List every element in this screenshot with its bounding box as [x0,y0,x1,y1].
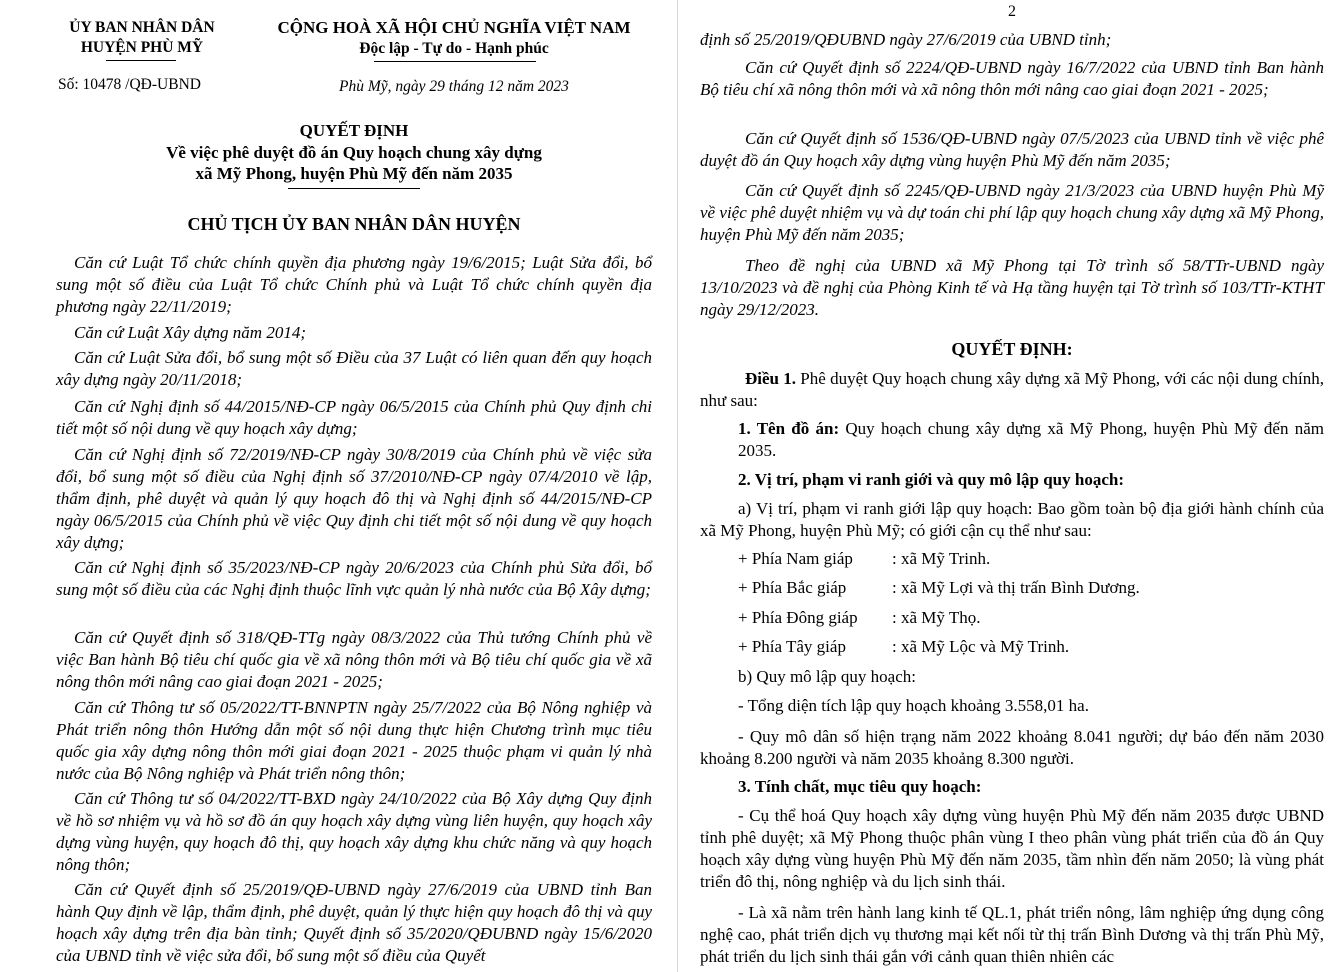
border-side: + Phía Đông giáp [738,608,858,627]
page-divider [677,0,678,972]
section-1-text: Quy hoạch chung xây dựng xã Mỹ Phong, huyện Phù Mỹ đến năm 2035. [738,419,1324,460]
section-1-label: 1. Tên đồ án: [738,419,840,438]
border-value: : xã Mỹ Thọ. [892,608,981,627]
basis-paragraph: Căn cứ Quyết định số 2245/QĐ-UBND ngày 21/3/2023 của UBND huyện Phù Mỹ về việc phê duyệt nhiệm vụ và dự toán chi phí lập quy hoạch chung xây dựng xã Mỹ Phong, huyện Phù Mỹ đến năm 2035; [700,181,1324,244]
border-side: + Phía Tây giáp [738,637,846,656]
basis-paragraph: Căn cứ Quyết định số 25/2019/QĐ-UBND ngày 27/6/2019 của UBND tỉnh Ban hành Quy định về lập, thẩm định, phê duyệt, quản lý thực hiện quy hoạch đô thị và quy hoạch xây dựng trên địa bàn tỉnh; Quyết định số 35/2020/QĐUBND ngày 15/6/2020 của UBND tỉnh về việc sửa đổi, bổ sung một số điều của Quyết [56,880,652,965]
decision-subtitle-1: Về việc phê duyệt đồ án Quy hoạch chung xây dựng [166,143,542,162]
org-name-line2: HUYỆN PHÙ MỸ [80,39,204,56]
basis-paragraph: Căn cứ Thông tư số 05/2022/TT-BNNPTN ngày 25/7/2022 của Bộ Nông nghiệp và Phát triển nông thôn Hướng dẫn một số nội dung thực hiện Chương trình mục tiêu quốc gia xây dựng nông thôn mới giai đoạn 2021 - 2025 thuộc phạm vi quản lý nhà nước của Bộ Nông nghiệp và Phát triển nông thôn; [56,698,652,783]
section-1 [700,418,1324,462]
population: - Quy mô dân số hiện trạng năm 2022 khoảng 8.041 người; dự báo đến năm 2030 khoảng 8.200 người và năm 2035 khoảng 8.300 người. [700,727,1324,768]
nation-name: CỘNG HOÀ XÃ HỘI CHỦ NGHĨA VIỆT NAM [277,18,631,37]
section-3-paragraph: - Cụ thể hoá Quy hoạch xây dựng vùng huyện Phù Mỹ đến năm 2035 được UBND tỉnh phê duyệt; xã Mỹ Phong thuộc phân vùng I theo phân vùng phát triển của đồ án Quy hoạch xây dựng vùng huyện Phù Mỹ đến năm 2035, tầm nhìn đến năm 2050; là vùng phát triển đô thị, nông nghiệp và du lịch sinh thái. [700,806,1324,891]
planning-area: - Tổng diện tích lập quy hoạch khoảng 3.558,01 ha. [738,696,1089,715]
basis-paragraph: Căn cứ Nghị định số 72/2019/NĐ-CP ngày 30/8/2019 của Chính phủ về việc sửa đổi, bổ sung một số điều của Nghị định số 37/2010/NĐ-CP ngày 07/4/2010 về lập, thẩm định, phê duyệt và quản lý quy hoạch đô thị và Nghị định số 44/2015/NĐ-CP ngày 06/5/2015 của Chính phủ về việc Quy định chi tiết một số nội dung về quy hoạch xây dựng; [56,445,652,552]
border-row [738,637,1069,657]
org-name-line1: ỦY BAN NHÂN DÂN [69,19,215,36]
org-underline [106,60,176,61]
decision-title: QUYẾT ĐỊNH [299,121,409,140]
motto: Độc lập - Tự do - Hạnh phúc [359,40,549,57]
border-row [738,549,990,569]
basis-paragraph: Căn cứ Nghị định số 35/2023/NĐ-CP ngày 20/6/2023 của Chính phủ Sửa đổi, bổ sung một số điều của các Nghị định thuộc lĩnh vực quản lý nhà nước của Bộ Xây dựng; [56,558,652,599]
basis-paragraph: Theo đề nghị của UBND xã Mỹ Phong tại Tờ trình số 58/TTr-UBND ngày 13/10/2023 và đề nghị của Phòng Kinh tế và Hạ tầng huyện tại Tờ trình số 103/TTr-KTHT ngày 29/12/2023. [700,256,1324,319]
basis-paragraph: Căn cứ Thông tư số 04/2022/TT-BXD ngày 24/10/2022 của Bộ Xây dựng Quy định về hồ sơ nhiệm vụ và hồ sơ đồ án quy hoạch xây dựng vùng liên huyện, quy hoạch xây dựng vùng huyện, quy hoạch đô thị, quy hoạch xây dựng khu chức năng và quy hoạch nông thôn; [56,789,652,874]
place-date: Phù Mỹ, ngày 29 tháng 12 năm 2023 [339,78,569,95]
article-1-label: Điều 1. [745,369,797,388]
decision-heading: QUYẾT ĐỊNH: [951,339,1073,359]
authority-heading: CHỦ TỊCH ỦY BAN NHÂN DÂN HUYỆN [187,214,521,234]
motto-underline [374,61,536,62]
continuation-paragraph: định số 25/2019/QĐUBND ngày 27/6/2019 của UBND tỉnh; [700,30,1112,49]
page-number: 2 [1008,3,1016,20]
basis-paragraph: Căn cứ Luật Sửa đổi, bổ sung một số Điều của 37 Luật có liên quan đến quy hoạch xây dựng ngày 20/11/2018; [56,348,652,389]
border-side: + Phía Nam giáp [738,549,853,568]
section-2a: a) Vị trí, phạm vi ranh giới lập quy hoạch: Bao gồm toàn bộ địa giới hành chính của xã Mỹ Phong, huyện Phù Mỹ; có giới cận cụ thể như sau: [700,499,1324,540]
document-number: Số: 10478 /QĐ-UBND [58,76,201,93]
border-value: : xã Mỹ Trinh. [892,549,991,568]
article-1-text: Phê duyệt Quy hoạch chung xây dựng xã Mỹ Phong, với các nội dung chính, như sau: [700,369,1325,410]
border-value: : xã Mỹ Lộc và Mỹ Trinh. [892,637,1070,656]
section-2b: b) Quy mô lập quy hoạch: [738,667,916,686]
decision-subtitle-2: xã Mỹ Phong, huyện Phù Mỹ đến năm 2035 [195,164,513,183]
basis-paragraph: Căn cứ Luật Tổ chức chính quyền địa phương ngày 19/6/2015; Luật Sửa đổi, bổ sung một số điều của Luật Tổ chức Chính phủ và Luật Tổ chức chính quyền địa phương ngày 22/11/2019; [56,253,652,316]
section-2-heading: 2. Vị trí, phạm vi ranh giới và quy mô lập quy hoạch: [738,470,1125,489]
basis-paragraph: Căn cứ Nghị định số 44/2015/NĐ-CP ngày 06/5/2015 của Chính phủ Quy định chi tiết một số nội dung về quy hoạch xây dựng; [56,397,652,438]
basis-paragraph: Căn cứ Luật Xây dựng năm 2014; [74,323,306,342]
border-value: : xã Mỹ Lợi và thị trấn Bình Dương. [892,578,1140,597]
basis-paragraph: Căn cứ Quyết định số 2224/QĐ-UBND ngày 16/7/2022 của UBND tỉnh Ban hành Bộ tiêu chí xã nông thôn mới và xã nông thôn mới nâng cao giai đoạn 2021 - 2025; [700,58,1324,99]
border-row [738,578,1140,598]
section-3-paragraph: - Là xã nằm trên hành lang kinh tế QL.1, phát triển nông, lâm nghiệp ứng dụng công nghệ cao, phát triển dịch vụ thương mại kết nối từ thị trấn Bình Dương và thị trấn Phù Mỹ, phát triển du lịch sinh thái gắn với cảnh quan thiên nhiên các [700,903,1324,966]
border-side: + Phía Bắc giáp [738,578,847,597]
basis-paragraph: Căn cứ Quyết định số 1536/QĐ-UBND ngày 07/5/2023 của UBND tỉnh về việc phê duyệt đồ án Quy hoạch xây dựng vùng huyện Phù Mỹ đến năm 2035; [700,129,1324,170]
article-1 [700,368,1324,412]
section-3-heading: 3. Tính chất, mục tiêu quy hoạch: [738,777,982,796]
title-underline [288,188,420,189]
basis-paragraph: Căn cứ Quyết định số 318/QĐ-TTg ngày 08/3/2022 của Thủ tướng Chính phủ về việc Ban hành Bộ tiêu chí quốc gia về xã nông thôn mới và Bộ tiêu chí quốc gia về xã nông thôn mới nâng cao giai đoạn 2021 - 2025; [56,628,652,691]
border-row [738,608,980,628]
